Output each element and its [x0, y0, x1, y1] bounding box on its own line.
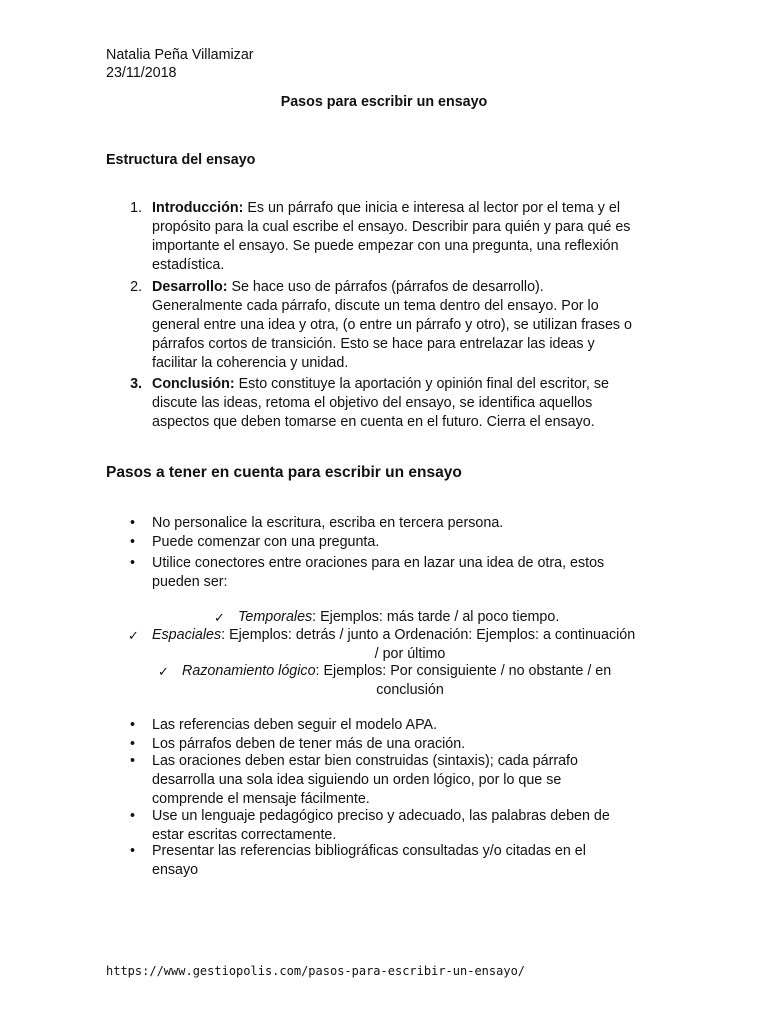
bullet-item: • Utilice conectores entre oraciones para en lazar una idea de otra, estos pueden ser: — [130, 555, 605, 590]
list-number: 1. — [130, 200, 142, 216]
bullet-item: • Las oraciones deben estar bien construidas (sintaxis); cada párrafo desarrolla una sola idea siguiendo un orden lógico, por lo que se comprende el mensaje fácilmente. — [130, 753, 578, 807]
bullet-icon: • — [130, 753, 136, 769]
list-item-conclusion: 3. Conclusión: Esto constituye la aportación y opinión final del escritor, se discute las ideas, retoma el objetivo del ensayo, se identifica aquellos aspectos que deben tomarse en cuenta en el futuro. Cierra el ensayo. — [122, 375, 662, 432]
section-heading-steps: Pasos a tener en cuenta para escribir un ensayo — [106, 464, 462, 481]
bullet-item: • Las referencias deben seguir el modelo APA. — [130, 717, 438, 733]
check-icon: ✓ — [128, 628, 139, 643]
bullet-icon: • — [130, 843, 136, 859]
bullet-item: • No personalice la escritura, escriba en tercera persona. — [130, 515, 504, 531]
author-name: Natalia Peña Villamizar — [106, 47, 254, 63]
document-title: Pasos para escribir un ensayo — [280, 94, 488, 110]
check-icon: ✓ — [158, 664, 169, 679]
bullet-icon: • — [130, 717, 136, 733]
bullet-item: • Puede comenzar con una pregunta. — [130, 534, 380, 550]
list-term: Desarrollo: — [152, 279, 228, 295]
list-item-introduccion: 1. Introducción: Es un párrafo que inicia e interesa al lector por el tema y el propósito para la cual escribe el ensayo. Describir para quién y para qué es importante el ensayo. Se puede empezar con una pregunta, una reflexión estadística. — [122, 199, 662, 275]
bullet-item: • Use un lenguaje pedagógico preciso y adecuado, las palabras deben de estar escritas correctamente. — [130, 808, 610, 843]
list-number: 2. — [130, 279, 142, 295]
check-item-espaciales: ✓ Espaciales: Ejemplos: detrás / junto a Ordenación: Ejemplos: a continuación / por último — [128, 627, 636, 662]
list-number: 3. — [130, 376, 142, 392]
list-item-desarrollo: 2. Desarrollo: Se hace uso de párrafos (párrafos de desarrollo). Generalmente cada párrafo, discute un tema dentro del ensayo. Por lo general entre una idea y otra, (o entre un párrafo y otro), se utilizan frases o párrafos cortos de transición. Esto se hace para entrelazar las ideas y facilitar la coherencia y unidad. — [122, 278, 662, 373]
list-term: Introducción: — [152, 200, 244, 216]
bullet-icon: • — [130, 515, 136, 531]
section-heading-structure: Estructura del ensayo — [106, 152, 256, 168]
bullet-item: • Los párrafos deben de tener más de una oración. — [130, 736, 466, 752]
check-item-razonamiento: ✓ Razonamiento lógico: Ejemplos: Por consiguiente / no obstante / en conclusión — [158, 663, 612, 698]
document-date: 23/11/2018 — [106, 65, 177, 81]
source-url: https://www.gestiopolis.com/pasos-para-escribir-un-ensayo/ — [106, 964, 526, 978]
bullet-icon: • — [130, 534, 136, 550]
bullet-icon: • — [130, 808, 136, 824]
bullet-icon: • — [130, 736, 136, 752]
bullet-icon: • — [130, 555, 136, 571]
bullet-item: • Presentar las referencias bibliográficas consultadas y/o citadas en el ensayo — [130, 843, 586, 878]
check-item-temporales: ✓ Temporales: Ejemplos: más tarde / al poco tiempo. — [214, 609, 560, 625]
list-term: Conclusión: — [152, 376, 235, 392]
check-icon: ✓ — [214, 610, 225, 625]
